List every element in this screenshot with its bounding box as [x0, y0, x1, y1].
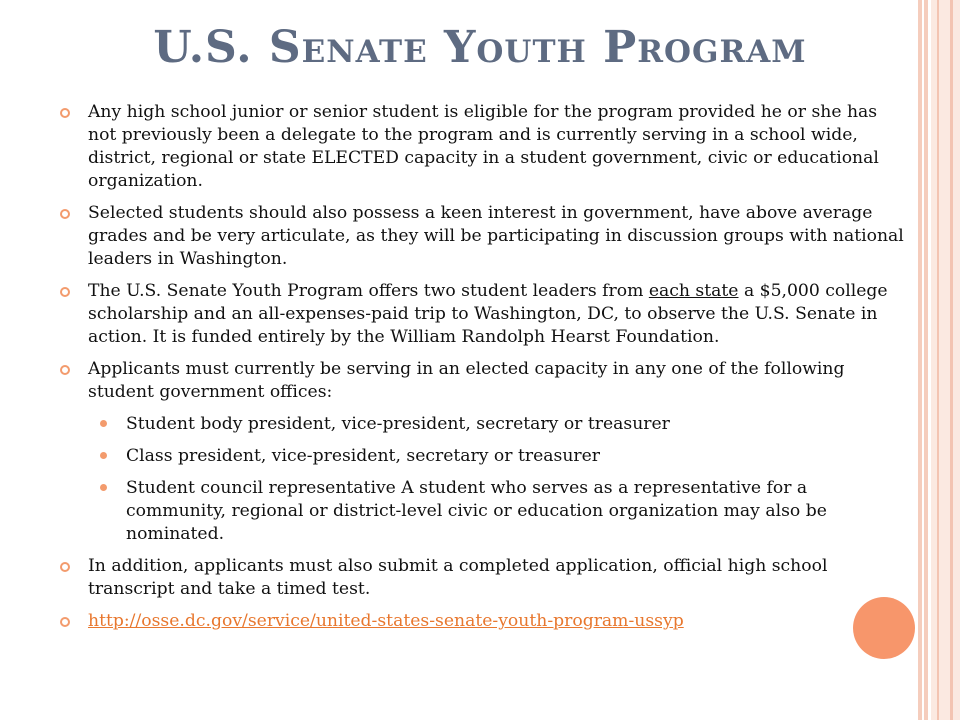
- sub-bullet-item: [60, 477, 910, 546]
- slide-title: U.S. Senate Youth Program: [153, 22, 807, 73]
- bullet-text: Any high school junior or senior student is eligible for the program provided he or she has not previously been a delegate to the program and is currently serving in a school wide, district, regional or state ELECTED capacity in a student government, civic or educational organization.: [88, 102, 879, 191]
- bullet-text: Selected students should also possess a keen interest in government, have above average grades and be very articulate, as they will be participating in discussion groups with national leaders in Washington.: [88, 203, 904, 269]
- ring-bullet-icon: [60, 365, 70, 375]
- ring-bullet-icon: [60, 617, 70, 627]
- ring-bullet-icon: [60, 287, 70, 297]
- bullet-item: [60, 555, 910, 601]
- bullet-item: [60, 358, 910, 404]
- dot-bullet-icon: [100, 452, 107, 459]
- bullet-text-before: The U.S. Senate Youth Program offers two student leaders from: [88, 281, 649, 301]
- ring-bullet-icon: [60, 562, 70, 572]
- bullet-item: [60, 101, 910, 193]
- border-stripe: [924, 0, 928, 720]
- bullet-text: Applicants must currently be serving in an elected capacity in any one of the following student government offices:: [88, 359, 845, 402]
- bullet-item: [60, 280, 910, 349]
- bullet-text: In addition, applicants must also submit a completed application, official high school transcript and take a timed test.: [88, 556, 828, 599]
- dot-bullet-icon: [100, 484, 107, 491]
- bullet-text-after: a $5,000 college scholarship and an all-expenses-paid trip to Washington, DC, to observe the U.S. Senate in action. It is funded entirely by the William Randolph Hearst Foundation.: [88, 281, 888, 347]
- border-stripe: [950, 0, 953, 720]
- program-link[interactable]: http://osse.dc.gov/service/united-states-senate-youth-program-ussyp: [88, 611, 684, 631]
- border-stripe: [918, 0, 922, 720]
- sub-bullet-item: [60, 413, 910, 436]
- border-stripe: [931, 0, 960, 720]
- sub-bullet-text: Student body president, vice-president, secretary or treasurer: [126, 414, 670, 434]
- ring-bullet-icon: [60, 108, 70, 118]
- ring-bullet-icon: [60, 209, 70, 219]
- sub-bullet-item: [60, 445, 910, 468]
- sub-bullet-text: Class president, vice-president, secretary or treasurer: [126, 446, 600, 466]
- underlined-phrase: each state: [648, 281, 739, 301]
- bullet-item: [60, 610, 910, 633]
- slide-body: [60, 101, 910, 642]
- decorative-circle: [853, 597, 915, 659]
- sub-bullet-text: Student council representative A student who serves as a representative for a community, regional or district-level civic or education organization may also be nominated.: [126, 478, 827, 544]
- border-stripe: [937, 0, 939, 720]
- bullet-item: [60, 202, 910, 271]
- dot-bullet-icon: [100, 420, 107, 427]
